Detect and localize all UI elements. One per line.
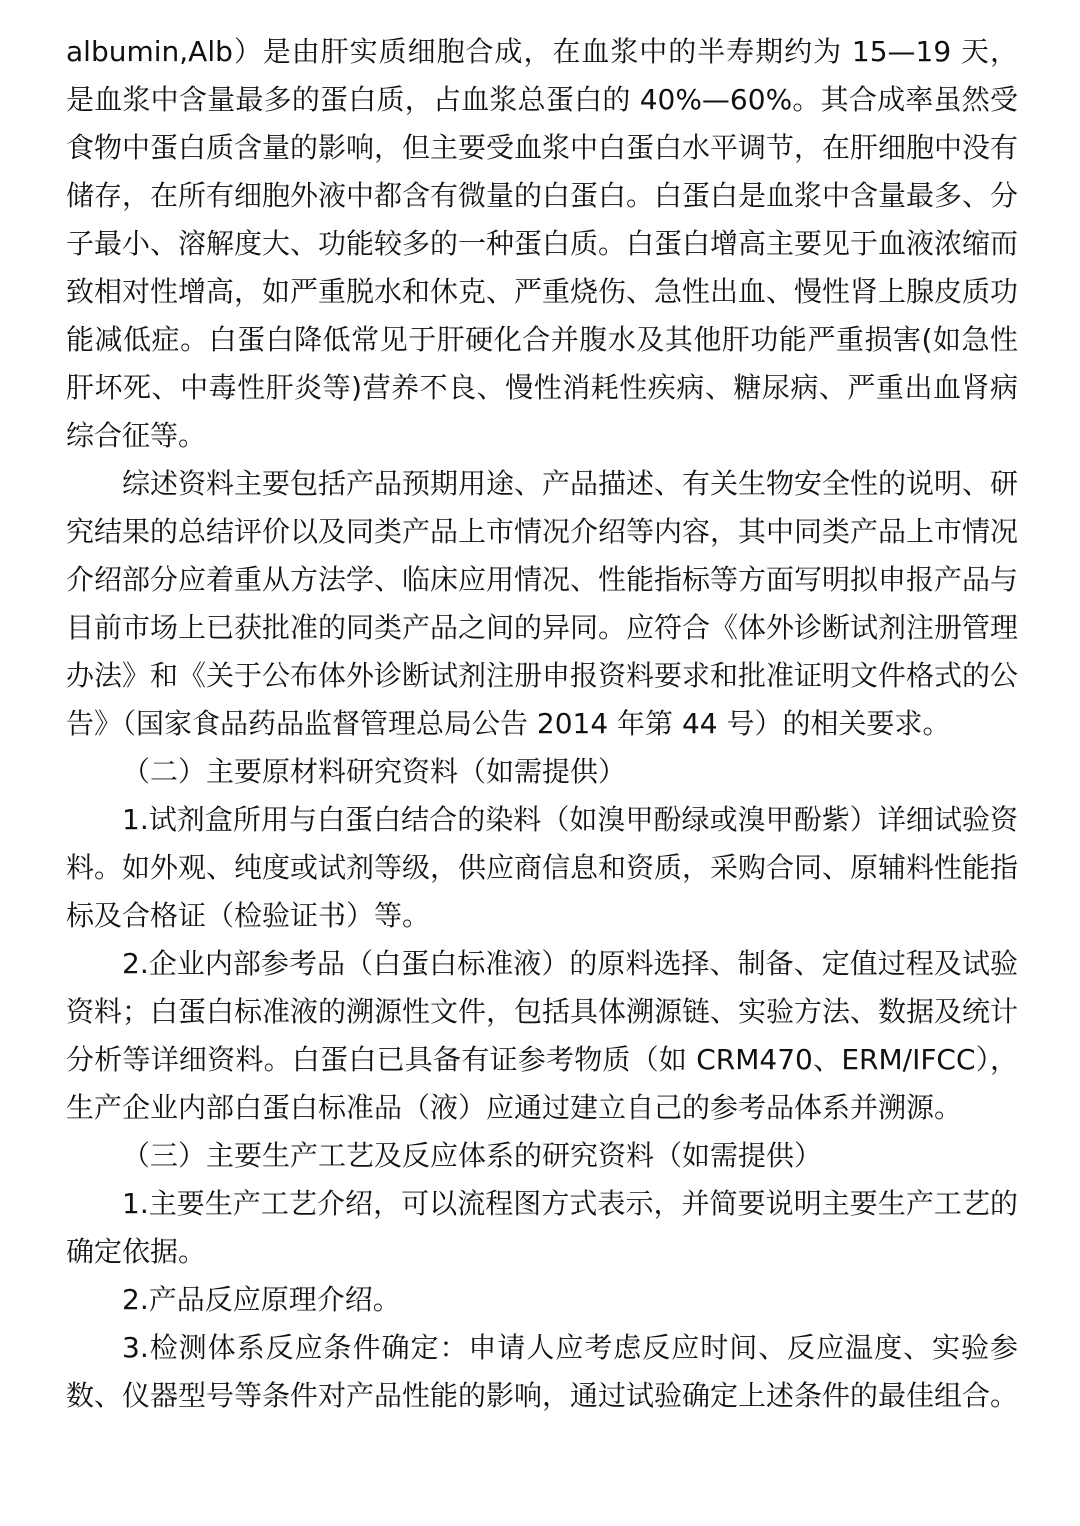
section-heading-production-process: （三）主要生产工艺及反应体系的研究资料（如需提供） (122, 1139, 823, 1172)
section-heading-raw-materials: （二）主要原材料研究资料（如需提供） (122, 755, 627, 788)
paragraph-summary-materials: 综述资料主要包括产品预期用途、产品描述、有关生物安全性的说明、研究结果的总结评价以及同类产品上市情况介绍等内容，其中同类产品上市情况介绍部分应着重从方法学、临床应用情况、性能指标等方面写明拟申报产品与目前市场上已获批准的同类产品之间的异同。应符合《体外诊断试剂注册管理办法》和《关于公布体外诊断试剂注册申报资料要求和批准证明文件格式的公告》（国家食品药品监督管理总局公告 2014 年第 44 号）的相关要求。 (66, 467, 1019, 740)
paragraph-reaction-conditions: 3.检测体系反应条件确定：申请人应考虑反应时间、反应温度、实验参数、仪器型号等条件对产品性能的影响，通过试验确定上述条件的最佳组合。 (66, 1331, 1019, 1412)
paragraph-dye-materials: 1.试剂盒所用与白蛋白结合的染料（如溴甲酚绿或溴甲酚紫）详细试验资料。如外观、纯度或试剂等级，供应商信息和资质，采购合同、原辅料性能指标及合格证（检验证书）等。 (66, 803, 1019, 932)
paragraph-albumin-overview: albumin,Alb）是由肝实质细胞合成，在血浆中的半寿期约为 15—19 天，是血浆中含量最多的蛋白质，占血浆总蛋白的 40%—60%。其合成率虽然受食物中蛋白质含量的影响，但主要受血浆中白蛋白水平调节，在肝细胞中没有储存，在所有细胞外液中都含有微量的白蛋白。白蛋白是血浆中含量最多、分子最小、溶解度大、功能较多的一种蛋白质。白蛋白增高主要见于血液浓缩而致相对性增高，如严重脱水和休克、严重烧伤、急性出血、慢性肾上腺皮质功能减低症。白蛋白降低常见于肝硬化合并腹水及其他肝功能严重损害(如急性肝坏死、中毒性肝炎等)营养不良、慢性消耗性疾病、糖尿病、严重出血肾病综合征等。 (66, 35, 1019, 452)
paragraph-reference-standard: 2.企业内部参考品（白蛋白标准液）的原料选择、制备、定值过程及试验资料；白蛋白标准液的溯源性文件，包括具体溯源链、实验方法、数据及统计分析等详细资料。白蛋白已具备有证参考物质（如 CRM470、ERM/IFCC），生产企业内部白蛋白标准品（液）应通过建立自己的参考品体系并溯源。 (66, 947, 1019, 1124)
paragraph-process-introduction: 1.主要生产工艺介绍，可以流程图方式表示，并简要说明主要生产工艺的确定依据。 (66, 1187, 1018, 1268)
paragraph-reaction-principle: 2.产品反应原理介绍。 (122, 1283, 401, 1316)
